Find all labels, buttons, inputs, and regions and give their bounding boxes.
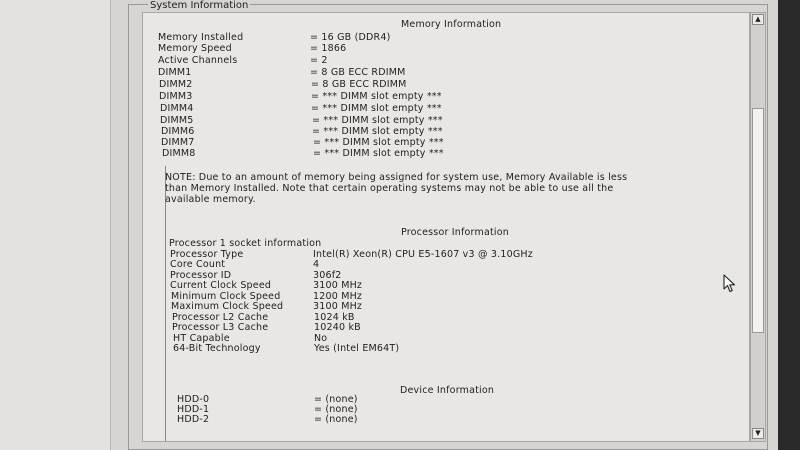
memory-row-value: = *** DIMM slot empty *** (312, 126, 443, 137)
device-row-label: HDD-0 (177, 394, 210, 405)
memory-row-label: DIMM1 (158, 67, 192, 78)
memory-row-label: DIMM5 (160, 115, 194, 126)
processor-row-label: Maximum Clock Speed (171, 301, 284, 312)
scroll-down-button[interactable] (752, 428, 764, 439)
processor-section-title: Processor Information (401, 227, 509, 238)
processor-row-label: 64-Bit Technology (173, 343, 261, 354)
processor-socket-header: Processor 1 socket information (169, 238, 322, 249)
memory-row-value: = *** DIMM slot empty *** (313, 137, 444, 148)
device-section-title: Device Information (400, 385, 495, 396)
processor-row-value: 1024 kB (314, 312, 355, 323)
processor-row-value: Intel(R) Xeon(R) CPU E5-1607 v3 @ 3.10GHz (313, 249, 533, 260)
memory-row-value: = *** DIMM slot empty *** (313, 148, 444, 159)
processor-row-value: 10240 kB (314, 322, 361, 333)
memory-row-value: = 2 (310, 55, 328, 66)
memory-row-value: = 8 GB ECC RDIMM (310, 67, 406, 78)
memory-row-value: = 8 GB ECC RDIMM (311, 79, 407, 90)
processor-row-value: 1200 MHz (313, 291, 363, 302)
memory-row-value: = *** DIMM slot empty *** (311, 91, 442, 102)
memory-note-line: NOTE: Due to an amount of memory being assigned for system use, Memory Available is less (165, 172, 628, 183)
memory-section-title: Memory Information (401, 19, 502, 30)
group-title: System Information (150, 0, 249, 11)
scroll-up-button[interactable] (752, 14, 764, 25)
memory-row-label: DIMM2 (159, 79, 193, 90)
monitor-bezel (778, 0, 800, 450)
scroll-thumb[interactable] (752, 108, 764, 333)
memory-row-value: = 16 GB (DDR4) (310, 32, 391, 43)
processor-row-label: Core Count (170, 259, 226, 270)
arrow-down-icon: ▼ (755, 429, 761, 437)
processor-row-label: Processor L2 Cache (172, 312, 269, 323)
system-information-panel[interactable] (142, 12, 750, 442)
memory-note-line: than Memory Installed. Note that certain operating systems may not be able to use all the (165, 183, 614, 194)
memory-row-label: DIMM6 (161, 126, 195, 137)
device-row-value: = (none) (314, 414, 358, 425)
device-row-label: HDD-1 (177, 404, 210, 415)
memory-row-label: DIMM8 (162, 148, 196, 159)
device-row-value: = (none) (314, 394, 358, 405)
processor-row-value: Yes (Intel EM64T) (314, 343, 400, 354)
device-row-label: HDD-2 (177, 414, 210, 425)
memory-row-label: Active Channels (158, 55, 238, 66)
memory-row-label: Memory Speed (158, 43, 232, 54)
processor-row-label: Current Clock Speed (170, 280, 272, 291)
processor-row-value: 3100 MHz (313, 301, 363, 312)
memory-row-label: DIMM7 (161, 137, 195, 148)
processor-row-value: 4 (313, 259, 320, 270)
processor-row-value: No (314, 333, 328, 344)
memory-row-value: = *** DIMM slot empty *** (311, 103, 442, 114)
memory-row-value: = *** DIMM slot empty *** (312, 115, 443, 126)
processor-row-label: HT Capable (173, 333, 230, 344)
memory-row-label: DIMM3 (159, 91, 193, 102)
processor-row-value: 3100 MHz (313, 280, 363, 291)
processor-row-label: Minimum Clock Speed (171, 291, 281, 302)
processor-row-label: Processor Type (170, 249, 244, 260)
processor-row-label: Processor ID (170, 270, 232, 281)
content-divider-line (165, 166, 166, 442)
processor-row-label: Processor L3 Cache (172, 322, 269, 333)
mouse-pointer-icon (722, 274, 738, 294)
arrow-up-icon: ▲ (755, 15, 761, 23)
memory-note-line: available memory. (165, 194, 256, 205)
processor-row-value: 306f2 (313, 270, 342, 281)
memory-row-value: = 1866 (310, 43, 347, 54)
vertical-scrollbar[interactable] (750, 12, 766, 442)
memory-row-label: DIMM4 (160, 103, 194, 114)
left-navigation-pane (0, 0, 111, 450)
memory-row-label: Memory Installed (158, 32, 244, 43)
device-row-value: = (none) (314, 404, 358, 415)
